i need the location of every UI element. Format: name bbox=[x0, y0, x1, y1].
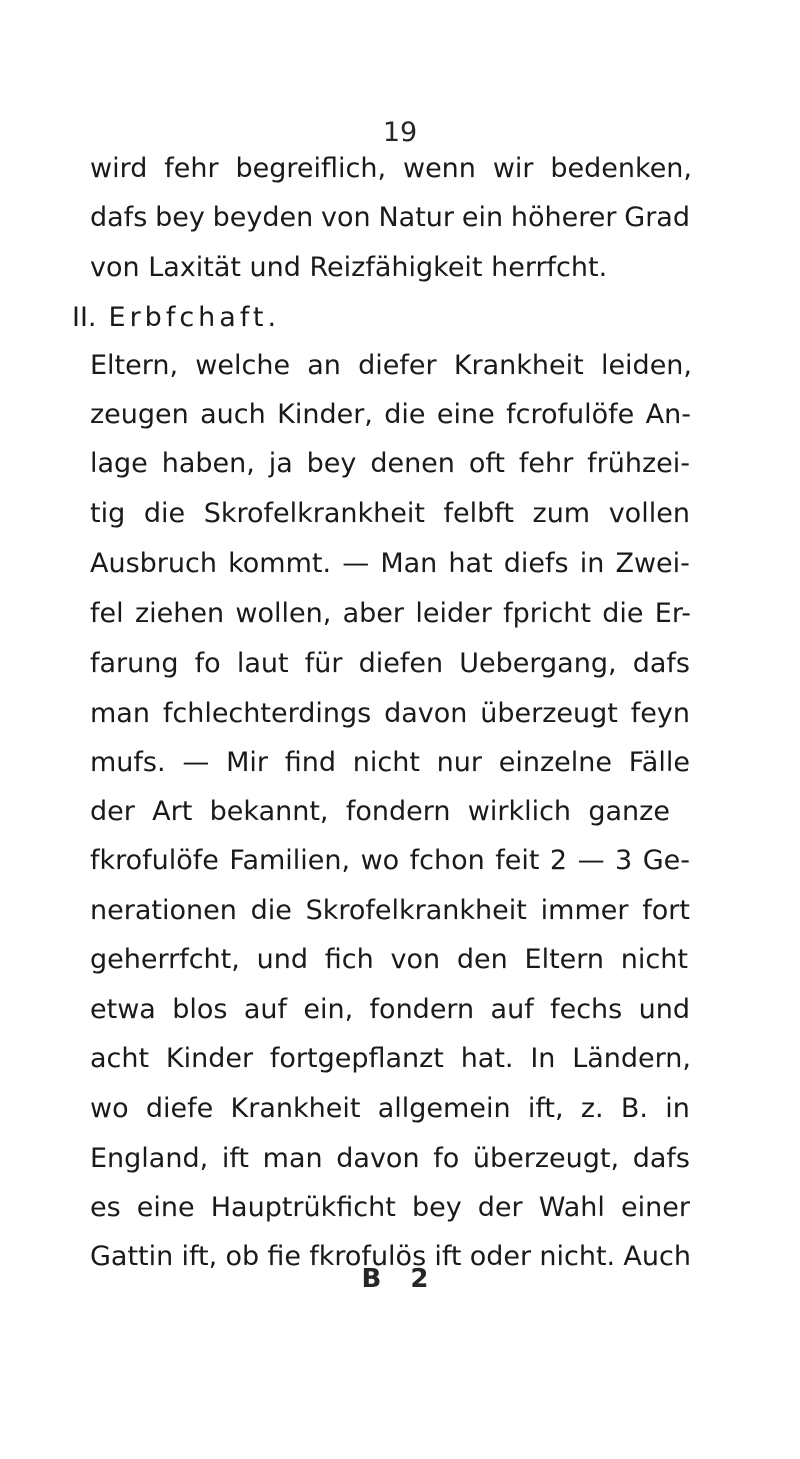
word: fie bbox=[267, 1241, 302, 1272]
word: und bbox=[638, 994, 690, 1025]
word: fortgepflanzt bbox=[269, 1043, 444, 1074]
word: leiden, bbox=[600, 350, 692, 381]
text-line bbox=[90, 696, 690, 732]
word: leider bbox=[415, 598, 492, 629]
word: geherrfcht, bbox=[90, 944, 240, 975]
word: wirklich bbox=[467, 796, 572, 827]
text-line bbox=[90, 348, 692, 384]
word: nicht bbox=[620, 944, 688, 975]
word: Wahl bbox=[538, 1192, 605, 1223]
word: England, bbox=[90, 1143, 209, 1174]
word: fondern bbox=[369, 994, 475, 1025]
word: eine bbox=[436, 399, 495, 430]
word: An- bbox=[645, 399, 691, 430]
word: fich bbox=[324, 944, 374, 975]
word: ob bbox=[225, 1241, 260, 1272]
word: beyden bbox=[212, 202, 314, 233]
section-heading bbox=[72, 300, 472, 336]
word: an bbox=[307, 350, 341, 381]
word: Krankheit bbox=[453, 350, 584, 381]
word: die bbox=[384, 399, 426, 430]
word: nicht. bbox=[539, 1241, 616, 1272]
word: die bbox=[143, 498, 186, 529]
section-numeral: II. bbox=[72, 302, 97, 333]
text-line bbox=[90, 546, 690, 582]
word: 2 bbox=[549, 845, 568, 876]
word: Familien, bbox=[229, 845, 351, 876]
word: fondern bbox=[345, 796, 451, 827]
word: farung bbox=[90, 648, 179, 679]
word: wenn bbox=[402, 153, 476, 184]
word: Natur bbox=[378, 202, 455, 233]
text-line bbox=[90, 596, 691, 632]
text-line bbox=[90, 1190, 690, 1226]
word: eine bbox=[136, 1192, 195, 1223]
word: oder bbox=[469, 1241, 532, 1272]
word: Art bbox=[152, 796, 193, 827]
word: einer bbox=[621, 1192, 690, 1223]
word: fort bbox=[642, 895, 690, 926]
word: bey bbox=[411, 1192, 462, 1223]
text-line bbox=[90, 992, 690, 1028]
signature-mark: B 2 bbox=[361, 1264, 439, 1294]
word: fkrofulöfe bbox=[90, 845, 219, 876]
word: begreiflich, bbox=[235, 153, 387, 184]
word: fo bbox=[433, 1143, 460, 1174]
word: diefs bbox=[503, 548, 569, 579]
word: blos bbox=[172, 994, 228, 1025]
word: — bbox=[342, 548, 370, 579]
word: find bbox=[284, 747, 336, 778]
word: davon bbox=[384, 698, 468, 729]
word: dafs bbox=[632, 648, 690, 679]
word: etwa bbox=[90, 994, 156, 1025]
word: höherer bbox=[510, 202, 617, 233]
text-line bbox=[90, 745, 690, 781]
word: in bbox=[665, 1093, 690, 1124]
text-line bbox=[90, 1091, 690, 1127]
word: wir bbox=[492, 153, 534, 184]
word: ift, bbox=[181, 1241, 218, 1272]
word: fel bbox=[90, 598, 124, 629]
word: wo bbox=[90, 1093, 129, 1124]
word: fehr bbox=[518, 448, 574, 479]
word: fehr bbox=[164, 153, 219, 184]
word: dafs bbox=[632, 1143, 690, 1174]
word: Ausbruch bbox=[90, 548, 217, 579]
word: — bbox=[577, 845, 605, 876]
word: Grad bbox=[624, 202, 690, 233]
word: und bbox=[256, 944, 308, 975]
word: man bbox=[90, 698, 150, 729]
word: Eltern, bbox=[90, 350, 179, 381]
word: die bbox=[250, 895, 292, 926]
word: Eltern bbox=[524, 944, 605, 975]
text-line bbox=[90, 843, 690, 879]
word: den bbox=[456, 944, 508, 975]
word: immer bbox=[540, 895, 629, 926]
word: der bbox=[90, 796, 135, 827]
word: acht bbox=[90, 1043, 150, 1074]
word: hat bbox=[448, 548, 493, 579]
word: diefen bbox=[358, 648, 444, 679]
word: Uebergang, bbox=[459, 648, 617, 679]
word: von bbox=[321, 202, 371, 233]
word: fpricht bbox=[503, 598, 591, 629]
word: diefe bbox=[145, 1093, 214, 1124]
page-number: 19 bbox=[382, 117, 418, 148]
word: ein bbox=[461, 202, 504, 233]
word: nur bbox=[436, 747, 482, 778]
word: fkrofulös bbox=[309, 1241, 427, 1272]
word: wird bbox=[90, 153, 148, 184]
word: ein, bbox=[303, 994, 354, 1025]
text-line bbox=[90, 446, 690, 482]
word: von bbox=[390, 944, 441, 975]
word: allgemein bbox=[377, 1093, 511, 1124]
word: Auch bbox=[623, 1241, 691, 1272]
word: Ländern, bbox=[572, 1043, 691, 1074]
word: fechs bbox=[550, 994, 623, 1025]
word: Skrofelkrankheit bbox=[305, 895, 527, 926]
word: haben, bbox=[161, 448, 255, 479]
word: fo bbox=[194, 648, 221, 679]
text-line bbox=[90, 200, 690, 236]
word: hat. bbox=[460, 1043, 514, 1074]
word: felbft bbox=[443, 498, 514, 529]
word: 3 bbox=[615, 845, 633, 876]
word: zum bbox=[532, 498, 591, 529]
word: — bbox=[182, 747, 210, 778]
word: auf bbox=[243, 994, 287, 1025]
word: Krankheit bbox=[230, 1093, 361, 1124]
word: frühzei- bbox=[587, 448, 690, 479]
word: vollen bbox=[608, 498, 690, 529]
word: es bbox=[90, 1192, 121, 1223]
word: Mir bbox=[226, 747, 268, 778]
word: ift bbox=[221, 1143, 249, 1174]
text-line bbox=[90, 1141, 690, 1177]
word: bey bbox=[306, 448, 357, 479]
word: Gattin bbox=[90, 1241, 174, 1272]
word: fchon bbox=[409, 845, 485, 876]
section-title: Erbfchaft. bbox=[108, 302, 281, 333]
word: die bbox=[602, 598, 644, 629]
word: laut bbox=[236, 648, 289, 679]
word: feit bbox=[495, 845, 540, 876]
word: bey bbox=[155, 202, 205, 233]
word: auf bbox=[490, 994, 534, 1025]
text-line bbox=[90, 646, 690, 682]
word: ziehen bbox=[134, 598, 225, 629]
word: ja bbox=[268, 448, 293, 479]
word: nerationen bbox=[90, 895, 237, 926]
word: Kinder bbox=[165, 1043, 254, 1074]
text-line bbox=[90, 1041, 691, 1077]
word: ganze bbox=[588, 796, 670, 827]
word: wollen, bbox=[235, 598, 332, 629]
word: denen bbox=[370, 448, 455, 479]
word: bekannt, bbox=[209, 796, 329, 827]
word: der bbox=[477, 1192, 523, 1223]
text-line bbox=[90, 893, 690, 929]
word: Skrofelkrankheit bbox=[203, 498, 425, 529]
text-line bbox=[90, 496, 690, 532]
word: fcrofulöfe bbox=[506, 399, 635, 430]
word: Er- bbox=[654, 598, 691, 629]
word: welche bbox=[195, 350, 291, 381]
word: ift, bbox=[527, 1093, 564, 1124]
word: kommt. bbox=[228, 548, 332, 579]
text-line bbox=[90, 397, 691, 433]
word: bedenken, bbox=[550, 153, 692, 184]
word: auch bbox=[200, 399, 266, 430]
word: davon bbox=[336, 1143, 420, 1174]
text-line bbox=[90, 942, 688, 978]
word: Zwei- bbox=[615, 548, 690, 579]
word: tig bbox=[90, 498, 126, 529]
word: z. bbox=[580, 1093, 604, 1124]
word: mufs. bbox=[90, 747, 166, 778]
word: in bbox=[579, 548, 605, 579]
word: In bbox=[530, 1043, 556, 1074]
word: wo bbox=[360, 845, 400, 876]
word: überzeugt, bbox=[472, 1143, 620, 1174]
word: B. bbox=[620, 1093, 648, 1124]
word: man bbox=[262, 1143, 323, 1174]
word: Man bbox=[380, 548, 438, 579]
word: nicht bbox=[352, 747, 420, 778]
word: für bbox=[304, 648, 343, 679]
word: ift bbox=[434, 1241, 462, 1272]
text-line bbox=[90, 794, 670, 830]
word: einzelne bbox=[498, 747, 612, 778]
text-line: von Laxität und Reizfähigkeit herrfcht. bbox=[90, 252, 608, 283]
text-line bbox=[90, 151, 692, 187]
word: Hauptrükficht bbox=[210, 1192, 396, 1223]
word: Kinder, bbox=[277, 399, 373, 430]
word: oft bbox=[468, 448, 505, 479]
word: fchlechterdings bbox=[162, 698, 372, 729]
word: zeugen bbox=[90, 399, 189, 430]
word: Fälle bbox=[628, 747, 690, 778]
word: dafs bbox=[90, 202, 148, 233]
word: überzeugt bbox=[480, 698, 618, 729]
word: Ge- bbox=[642, 845, 690, 876]
word: lage bbox=[90, 448, 148, 479]
word: feyn bbox=[630, 698, 690, 729]
word: aber bbox=[342, 598, 405, 629]
word: diefer bbox=[358, 350, 437, 381]
